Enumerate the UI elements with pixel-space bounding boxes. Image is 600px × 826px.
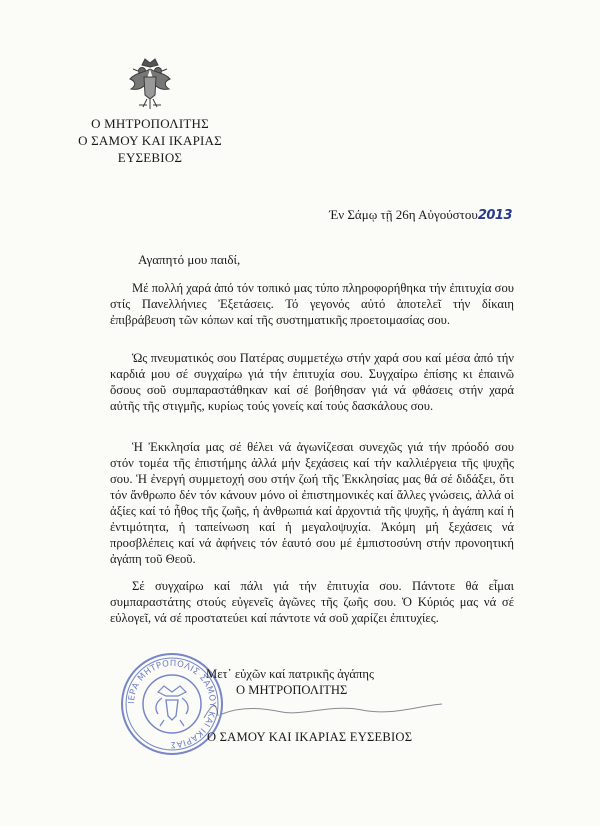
- seal-text: ΙΕΡΑ ΜΗΤΡΟΠΟΛΙΣ ΣΑΜΟΥ ΚΑΙ ΙΚΑΡΙΑΣ: [126, 658, 218, 750]
- salutation: Αγαπητό μου παιδί,: [138, 252, 241, 267]
- letterhead: [60, 115, 240, 166]
- date-line: [250, 207, 512, 223]
- closing-line-2: Ο ΜΗΤΡΟΠΟΛΙΤΗΣ: [236, 683, 348, 697]
- date-year-handwritten: 2013: [477, 208, 512, 223]
- paragraph-3: Ἡ Ἐκκλησία μας σέ θέλει νά ἀγωνίζεσαι συνεχῶς γιά τήν πρόοδό σου στόν τομέα τῆς ἐπιστήμης ἀλλά μήν ξεχάσεις καί τήν καλλιέργεια τῆς ψυχῆς σου. Ἡ ἐνεργή συμμετοχή σου στήν ζωή τῆς Ἐκκλησίας μας θά σέ διδάξει, ὅτι τόν ἄνθρωπο δέν τόν κάνουν μόνο οἱ ἐπιστημονικές καί ἄλλες γνώσεις, ἀλλά οἱ ἀξίες καί τό ἦθος τῆς ζωῆς, ἡ ἀνθρωπιά καί ἀρχοντιά τῆς ψυχῆς, ἡ ἀγάπη καί ἡ ἐντιμότητα, ἡ ταπείνωση καί ἡ μεγαλοψυχία. Ἀκόμη μή ξεχάσεις νά προσβλέπεις καί νά ἀφήνεις τόν ἑαυτό σου μέ ἐμπιστοσύνη στήν προνοητική ἀγάπη τοῦ Θεοῦ.: [110, 440, 514, 566]
- paragraph-1: Μέ πολλή χαρά ἀπό τόν τοπικό μας τύπο πληροφορήθηκα τήν ἐπιτυχία σου στίς Πανελλήνιες Ἐξετάσεις. Τό γεγονός αὐτό ἀποτελεῖ τήν δίκαιη ἐπιβράβευση τῶν κόπων καί τῆς συστηματικῆς προετοιμασίας σου.: [110, 281, 514, 327]
- paragraph-4: Σέ συγχαίρω καί πάλι γιά τήν ἐπιτυχία σου. Πάντοτε θά εἶμαι συμπαραστάτης στούς εὐγενεῖς ἀγῶνες τῆς ζωῆς σου. Ὁ Κύριός μας νά σέ εὐλογεῖ, νά σέ προστατεύει καί πάντοτε νά σοῦ χαρίζει ἐπιτυχίες.: [110, 579, 514, 625]
- letterhead-line-3: ΕΥΣΕΒΙΟΣ: [117, 150, 183, 165]
- date-text: Έν Σάμῳ τῇ 26η Αὐγούστου: [329, 207, 478, 222]
- closing-line-1: Μετ᾽ εὐχῶν καί πατρικῆς ἀγάπης: [206, 667, 374, 681]
- letterhead-line-1: Ο ΜΗΤΡΟΠΟΛΙΤΗΣ: [91, 116, 209, 131]
- letterhead-line-2: Ο ΣΑΜΟΥ ΚΑΙ ΙΚΑΡΙΑΣ: [78, 133, 222, 148]
- double-headed-eagle-icon: [127, 55, 173, 113]
- paragraph-2: Ὡς πνευματικός σου Πατέρας συμμετέχω στήν χαρά σου καί μέσα ἀπό τήν καρδιά μου σέ συγχαίρω γιά τήν ἐπιτυχία σου. Συγχαίρω ἐπίσης κι ἐπαινῶ ὅσους σοῦ συμπαραστάθηκαν καί σέ βοήθησαν γιά νά φθάσεις στήν χαρά αὐτῆς τῆς στιγμῆς, κυρίως τούς γονείς καί τούς δασκάλους σου.: [110, 351, 514, 413]
- handwritten-signature: [202, 694, 447, 724]
- signatory-name: Ο ΣΑΜΟΥ ΚΑΙ ΙΚΑΡΙΑΣ ΕΥΣΕΒΙΟΣ: [207, 730, 413, 744]
